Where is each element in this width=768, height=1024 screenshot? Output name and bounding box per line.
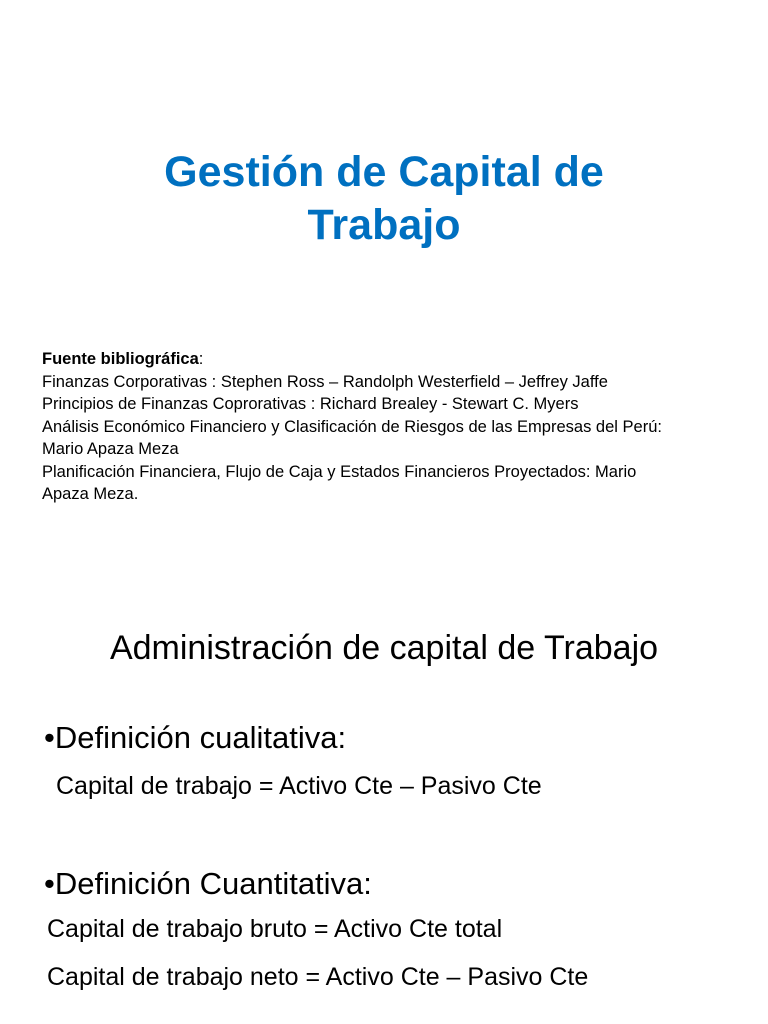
bibliography-heading-colon: : xyxy=(198,350,204,368)
page-title xyxy=(0,146,768,252)
title-line-1: Gestión de Capital de xyxy=(164,148,604,196)
bibliography-heading-line xyxy=(42,348,762,371)
bibliography-entry: Principios de Finanzas Coprorativas : Richard Brealey - Stewart C. Myers xyxy=(42,395,579,413)
bibliography-entry: Apaza Meza. xyxy=(42,485,139,503)
bibliography-entry: Mario Apaza Meza xyxy=(42,440,179,458)
formula-gross-working-capital: Capital de trabajo bruto = Activo Cte total xyxy=(47,915,503,943)
bibliography-entry: Análisis Económico Financiero y Clasificación de Riesgos de las Empresas del Perú: xyxy=(42,417,662,436)
bullet-quantitative-definition: •Definición Cuantitativa: xyxy=(44,866,372,901)
bibliography-block xyxy=(42,348,762,506)
bibliography-entry: Finanzas Corporativas : Stephen Ross – Randolph Westerfield – Jeffrey Jaffe xyxy=(42,372,608,391)
formula-working-capital: Capital de trabajo = Activo Cte – Pasivo Cte xyxy=(56,772,542,800)
bullet-qualitative-definition: •Definición cualitativa: xyxy=(44,720,347,755)
bibliography-entry: Planificación Financiera, Flujo de Caja y Estados Financieros Proyectados: Mario xyxy=(42,462,637,481)
slide-definitions xyxy=(0,600,768,1024)
bibliography-heading: Fuente bibliográfica xyxy=(42,350,199,368)
title-line-2: Trabajo xyxy=(307,201,461,249)
section-heading: Administración de capital de Trabajo xyxy=(109,629,659,667)
formula-net-working-capital: Capital de trabajo neto = Activo Cte – Pasivo Cte xyxy=(47,963,589,991)
